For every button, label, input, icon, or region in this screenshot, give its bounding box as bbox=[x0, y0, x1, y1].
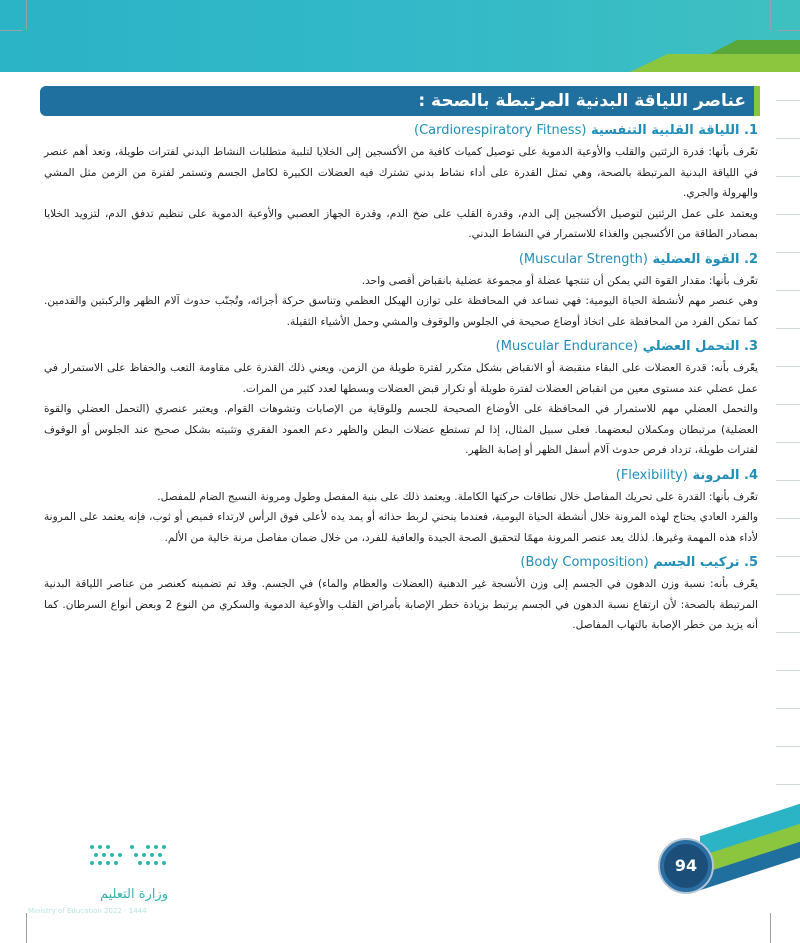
section-title: التحمل العضلي bbox=[642, 339, 740, 354]
section-heading bbox=[44, 121, 758, 140]
logo-subtitle: Ministry of Education 2022 - 1444 bbox=[28, 907, 147, 915]
logo-dots-icon bbox=[90, 845, 170, 869]
section-number: 4. bbox=[744, 467, 758, 483]
section-paragraph: والتحمل العضلي مهم للاستمرار في المحافظة على الأوضاع الصحيحة للجسم وللوقاية من الإصابات وتشوهات القوام. ويعتبر عنصري (التحمل العضلي والقوة العضلية) مرتبطان ومكملان لبعضهما. فعلى سبيل المثال، إذا لم تستطع عضلات البطن والظهر دعم العمود الفقري وتثبيته بشكل صحيح عند الجلوس أو الوقوف لفترات طويلة، تزداد فرص حدوث آلام أسفل الظهر أو إصابة الظهر. bbox=[44, 403, 758, 456]
page-number-badge bbox=[660, 840, 712, 892]
logo-dot bbox=[154, 845, 158, 849]
logo-dot bbox=[138, 861, 142, 865]
crop-mark bbox=[778, 30, 800, 31]
section-title-en: (Muscular Endurance) bbox=[495, 339, 639, 354]
logo-dot bbox=[146, 861, 150, 865]
logo-dot bbox=[162, 861, 166, 865]
section-title: تركيب الجسم bbox=[653, 555, 740, 570]
logo-dot bbox=[158, 853, 162, 857]
logo-dot bbox=[162, 845, 166, 849]
page-title-bar bbox=[40, 86, 760, 116]
section-title-en: (Flexibility) bbox=[615, 467, 688, 483]
logo-dot bbox=[90, 861, 94, 865]
crop-mark bbox=[26, 0, 27, 30]
logo-dot bbox=[150, 853, 154, 857]
page-number: 94 bbox=[674, 856, 698, 875]
section-number: 3. bbox=[744, 339, 758, 354]
section-number: 2. bbox=[744, 251, 758, 267]
section-title: اللياقة القلبية التنفسية bbox=[590, 123, 740, 138]
section-heading bbox=[44, 250, 758, 269]
section-paragraph: تعّرف بأنها: قدرة الرئتين والقلب والأوعية الدموية على توصيل كميات كافية من الأكسجين إلى الخلايا لتلبية متطلبات النشاط البدني لفترات طويلة، وتعد أهم عنصر في اللياقة البدنية المرتبطة بالصحة، وهي تمثل القدرة على أداء نشاط بدني تشترك فيه العضلات الكبيرة لكامل الجسم وتستمر لفترة من الزمن مثل المشي والهرولة والجري. bbox=[44, 146, 758, 199]
crop-mark bbox=[770, 0, 771, 30]
section-number: 1. bbox=[744, 123, 758, 138]
section-paragraph: والفرد العادي يحتاج لهذه المرونة خلال أنشطة الحياة اليومية، فعندما ينحني لربط حذائه أو يمد يده لأعلى فوق الرأس لارتداء قميص أو ثوب، فإنه يعتمد على المرونة لأداء هذه المهمة وغيرها. لذلك يعد عنصر المرونة مهمًا لتحقيق الصحة الجيدة والعافية للفرد، من خلال ضمان مفاصل مرنة خالية من الألم. bbox=[44, 511, 758, 544]
margin-ruler bbox=[758, 100, 800, 860]
section-number: 5. bbox=[744, 555, 758, 570]
logo-dot bbox=[118, 853, 122, 857]
crop-mark bbox=[0, 30, 22, 31]
logo-dot bbox=[102, 853, 106, 857]
logo-dot bbox=[130, 845, 134, 849]
logo-dot bbox=[110, 853, 114, 857]
logo-dot bbox=[114, 861, 118, 865]
logo-dot bbox=[106, 845, 110, 849]
section-title: المرونة bbox=[692, 467, 740, 483]
section-paragraph: ويعتمد على عمل الرئتين لتوصيل الأكسجين إلى الدم، وقدرة القلب على ضخ الدم، وقدرة الجهاز العصبي والأوعية الدموية على تنظيم تدفق الدم، لتزويد الخلايا بمصادر الطاقة من الأكسجين والغذاء للاستمرار في النشاط البدني. bbox=[44, 207, 758, 240]
section-paragraph: يعّرف بأنه: قدرة العضلات على البقاء منقبضة أو الانقباض بشكل متكرر لفترة طويلة من الزمن. ويعني ذلك القدرة على مقاومة التعب والحفاظ على الاستمرار في عمل عضلي عند مستوى معين من انقباض العضلات لفترة طويلة أو تكرار قبض العضلات وبسطها لعدد كثير من المرات. bbox=[44, 362, 758, 395]
section-heading bbox=[44, 466, 758, 485]
section-paragraph: وهي عنصر مهم لأنشطة الحياة اليومية: فهي تساعد في المحافظة على توازن الهيكل العظمي وتناسق حركة أجزائه، وتُجنّب حدوث آلام الظهر والركبتين والقدمين. كما تمكن الفرد من المحافظة على اتخاذ أوضاع صحيحة في الجلوس والوقوف والمشي وحمل الأشياء الثقيلة. bbox=[44, 295, 758, 328]
section-title: القوة العضلية bbox=[652, 251, 740, 267]
section-title-en: (Body Composition) bbox=[520, 555, 649, 570]
logo-dot bbox=[90, 845, 94, 849]
logo-dot bbox=[142, 853, 146, 857]
logo-dot bbox=[154, 861, 158, 865]
crop-mark bbox=[26, 913, 27, 943]
logo-dot bbox=[94, 853, 98, 857]
crop-mark bbox=[770, 913, 771, 943]
logo-dot bbox=[98, 845, 102, 849]
section-paragraph: تعّرف بأنها: مقدار القوة التي يمكن أن تنتجها عضلة أو مجموعة عضلية بانقباض أقصى واحد. bbox=[361, 274, 758, 287]
ministry-logo bbox=[28, 845, 168, 925]
logo-dot bbox=[98, 861, 102, 865]
section-title-en: (Cardiorespiratory Fitness) bbox=[414, 123, 587, 138]
section-heading bbox=[44, 553, 758, 572]
section-paragraph: يعّرف بأنه: نسبة وزن الدهون في الجسم إلى وزن الأنسجة غير الدهنية (العضلات والعظام والماء) في الجسم. وقد تم تضمينه كعنصر من عناصر اللياقة البدنية المرتبطة بالصحة: لأن ارتفاع نسبة الدهون في الجسم يرتبط بزيادة خطر الإصابة بأمراض القلب والأوعية الدموية والسكري من النوع 2 وبعض أنواع السرطان. كما أنه يزيد من خطر الإصابة بالتهاب المفاصل. bbox=[44, 578, 759, 631]
section-title-en: (Muscular Strength) bbox=[518, 251, 648, 267]
page-title: عناصر اللياقة البدنية المرتبطة بالصحة : bbox=[418, 91, 746, 111]
logo-dot bbox=[134, 853, 138, 857]
logo-dot bbox=[146, 845, 150, 849]
logo-dot bbox=[106, 861, 110, 865]
section-heading bbox=[44, 337, 758, 356]
main-content bbox=[44, 116, 758, 636]
logo-name: وزارة التعليم bbox=[99, 887, 168, 902]
section-paragraph: تعّرف بأنها: القدرة على تحريك المفاصل خلال نطاقات حركتها الكاملة. ويعتمد ذلك على بنية المفصل وطول ومرونة النسيج الضام للمفصل. bbox=[157, 490, 758, 503]
title-accent bbox=[754, 86, 760, 116]
